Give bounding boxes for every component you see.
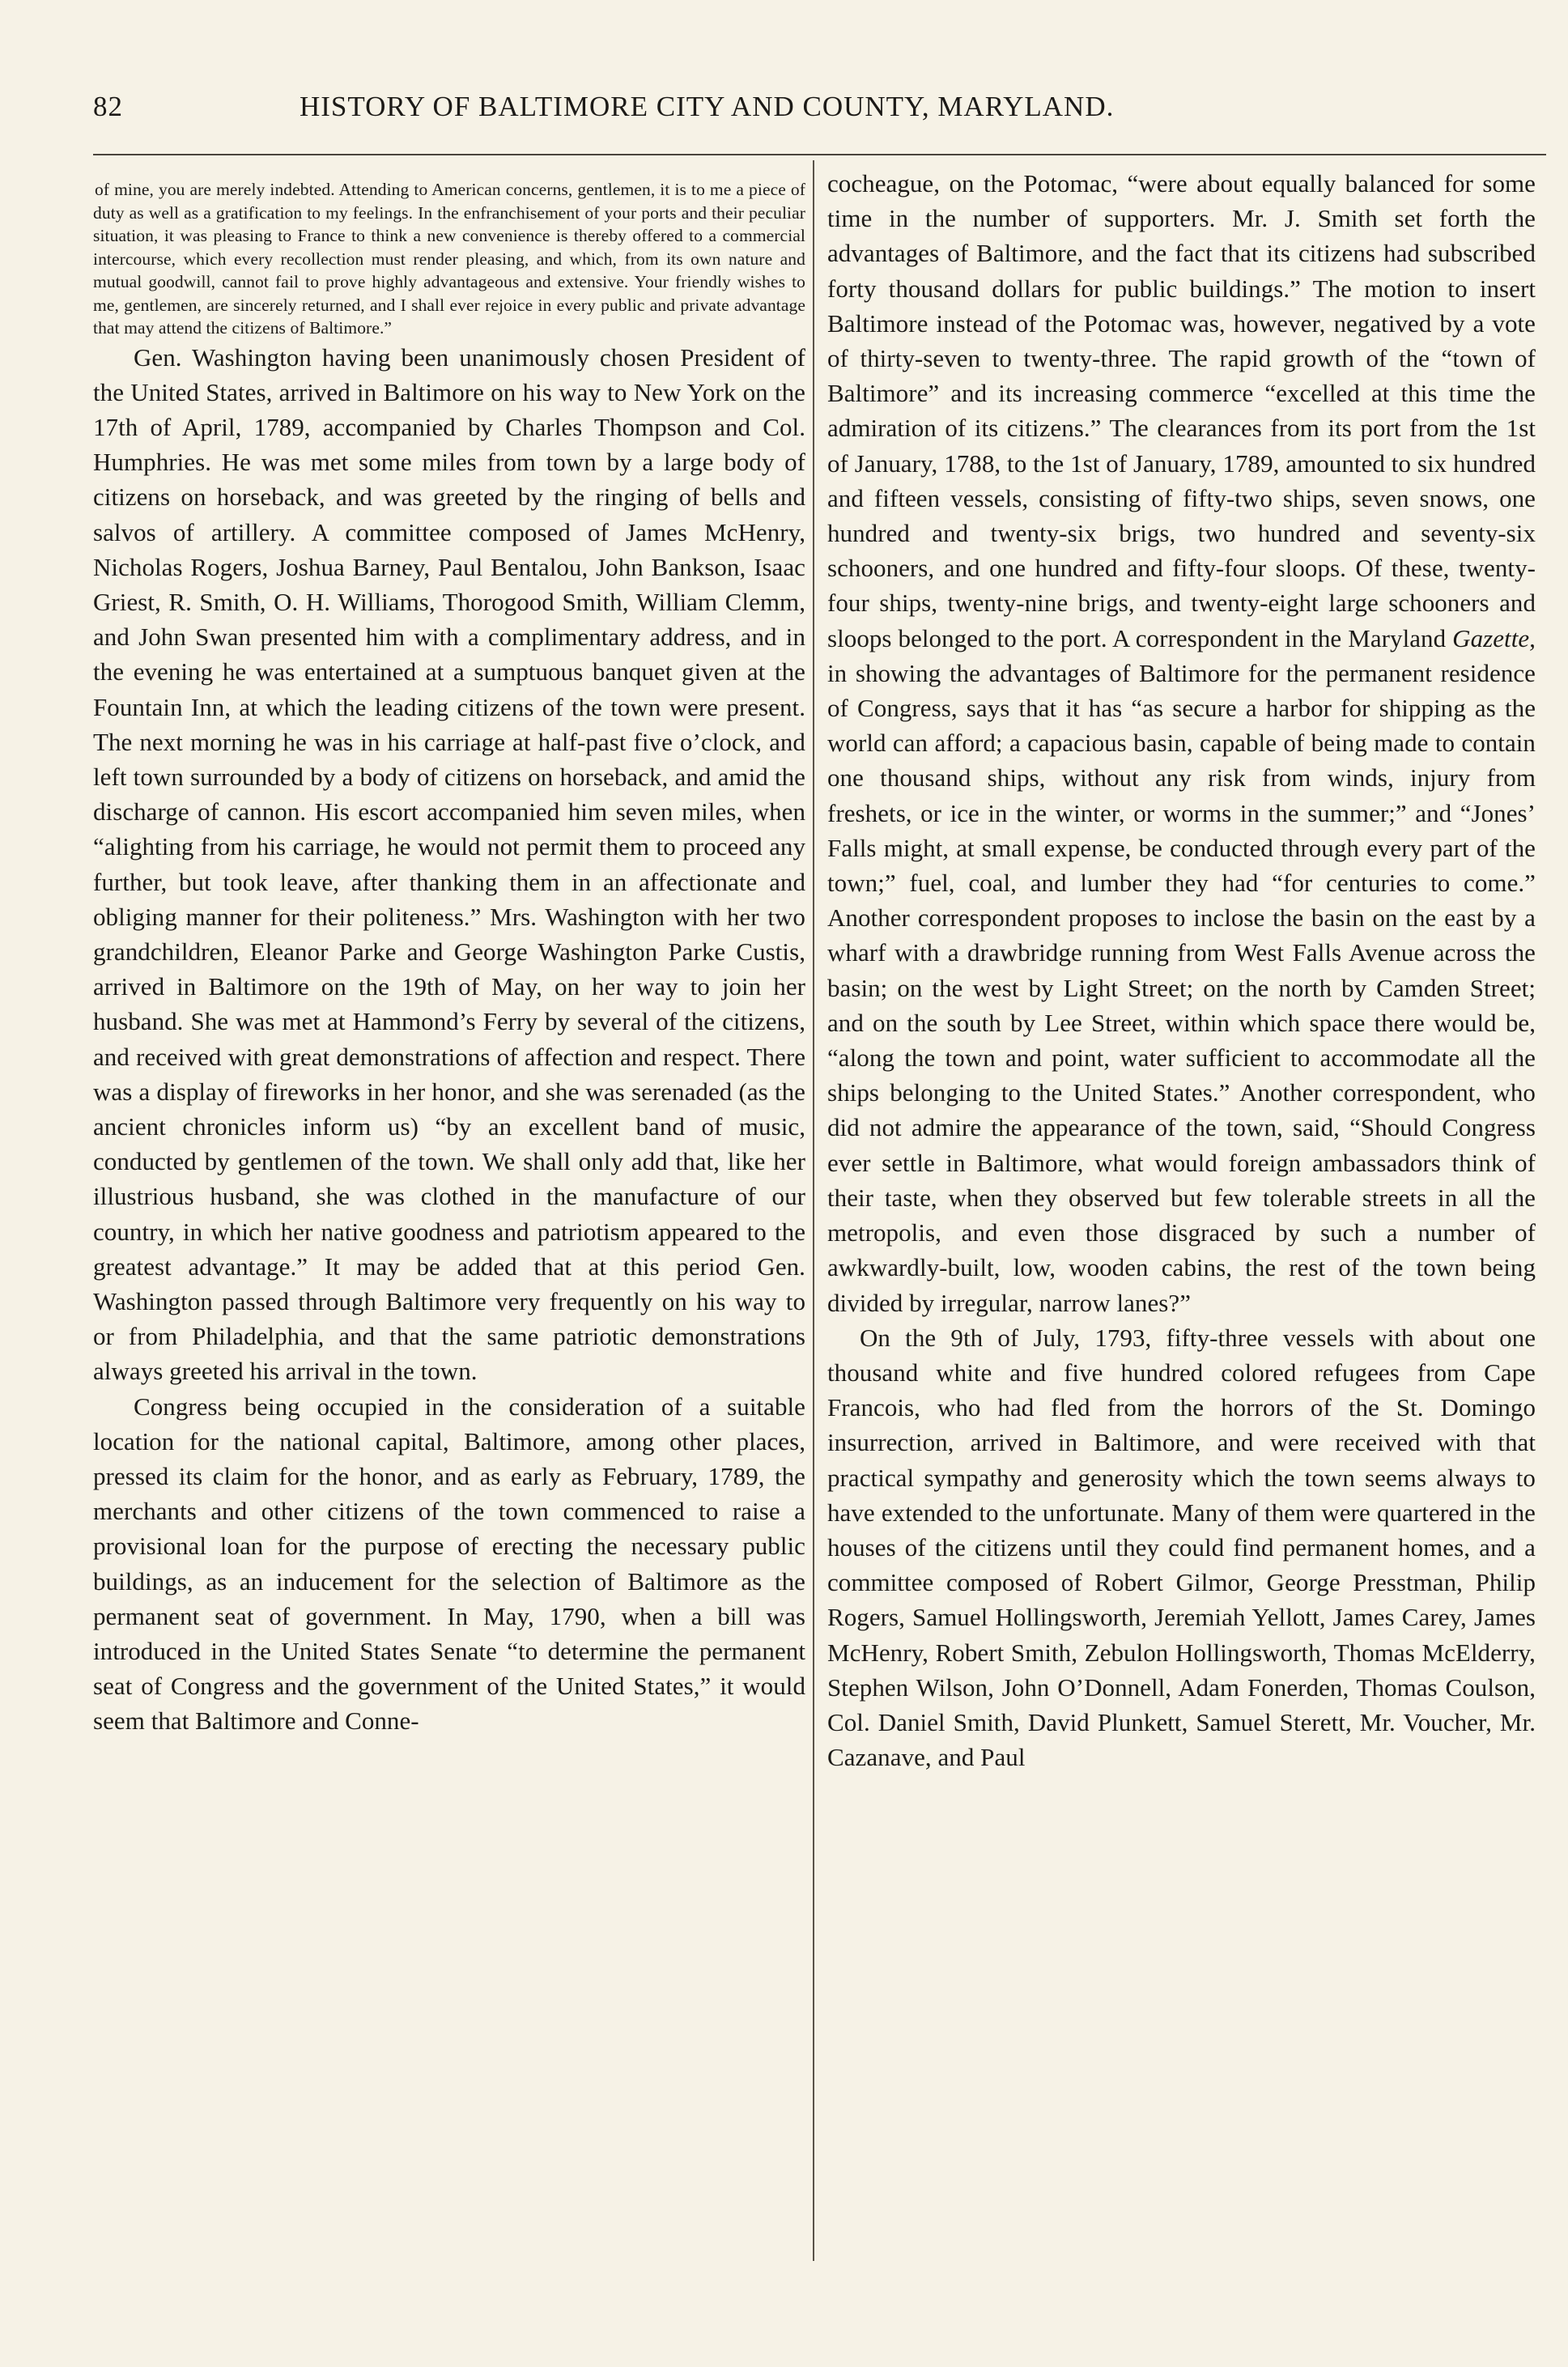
quoted-letter-end: of mine, you are merely indebted. Attending to American concerns, gentlemen, it is to me a piece of duty as well as a gratification to my feelings. In the enfranchisement of your ports and their peculiar situation, it was pleasing to France to think a new convenience is thereby offered to a commercial intercourse, which every recollection must render pleasing, and which, from its own nature and mutual goodwill, cannot fail to prove highly advantageous and extensive. Your friendly wishes to me, gentlemen, are sincerely returned, and I shall ever rejoice in every public and private advantage that may attend the citizens of Baltimore.”	[93, 180, 805, 338]
page-number: 82	[93, 91, 123, 122]
header-rule	[93, 154, 1546, 155]
paragraph-national-capital: Congress being occupied in the consideration of a suitable location for the national capital, Baltimore, among other places, pressed its claim for the honor, and as early as February, 1789, the merchants and other citizens of the town commenced to raise a provisional loan for the purpose of erecting the necessary public buildings, as an inducement for the selection of Baltimore as the permanent seat of government. In May, 1790, when a bill was introduced in the United States Senate “to determine the permanent seat of Congress and the government of the United States,” it would seem that Baltimore and Conne-	[93, 1392, 805, 1736]
column-divider	[813, 160, 814, 2261]
running-title: HISTORY OF BALTIMORE CITY AND COUNTY, MARYLAND.	[300, 91, 1115, 122]
paragraph-seat-text-a: cocheague, on the Potomac, “were about equally balanced for some time in the number of supporters. Mr. J. Smith set forth the advantages of Baltimore, and the fact that its citizens had subscribed forty thousand dollars for public buildings.” The motion to insert Baltimore instead of the Potomac was, however, negatived by a vote of thirty-seven to twenty-three. The rapid growth of the “town of Baltimore” and its increasing commerce “excelled at this time the admiration of its citizens.” The clearances from its port from the 1st of January, 1788, to the 1st of January, 1789, amounted to six hundred and fifteen vessels, consisting of fifty-two ships, seven snows, one hundred and twenty-six brigs, two hundred and seventy-six schooners, and one hundred and fifty-four sloops. Of these, twenty-four ships, twenty-nine brigs, and twenty-eight large schooners and sloops belonged to the port. A correspondent in the Maryland	[827, 169, 1536, 652]
paragraph-seat-of-congress	[827, 166, 1536, 1320]
right-column	[827, 166, 1536, 1774]
running-head	[93, 91, 1328, 131]
paragraph-washington-arrival: Gen. Washington having been unanimously chosen President of the United States, arrived in Baltimore on his way to New York on the 17th of April, 1789, accompanied by Charles Thompson and Col. Humphries. He was met some miles from town by a large body of citizens on horseback, and was greeted by the ringing of bells and salvos of artillery. A committee composed of James McHenry, Nicholas Rogers, Joshua Barney, Paul Bentalou, John Bankson, Isaac Griest, R. Smith, O. H. Williams, Thorogood Smith, William Clemm, and John Swan presented him with a complimentary address, and in the evening he was entertained at a sumptuous banquet given at the Fountain Inn, at which the leading citizens of the town were present. The next morning he was in his carriage at half-past five o’clock, and left town surrounded by a body of citizens on horseback, and amid the discharge of cannon. His escort accompanied him seven miles, when “alighting from his carriage, he would not permit them to proceed any further, but took leave, after thanking them in an affectionate and obliging manner for their politeness.” Mrs. Washington with her two grandchildren, Eleanor Parke and George Washington Parke Custis, arrived in Baltimore on the 19th of May, on her way to join her husband. She was met at Hammond’s Ferry by several of the citizens, and received with great demonstrations of affection and respect. There was a display of fireworks in her honor, and she was serenaded (as the ancient chronicles inform us) “by an excellent band of music, conducted by gentlemen of the town. We shall only add that, like her illustrious husband, she was clothed in the manufacture of our country, in which her native goodness and patriotism appeared to the greatest advantage.” It may be added that at this period Gen. Washington passed through Baltimore very frequently on his way to or from Philadelphia, and that the same patriotic demonstrations always greeted his arrival in the town.	[93, 342, 805, 1386]
paragraph-seat-text-b: in showing the advantages of Baltimore for the permanent residence of Congress, says that it has “as secure a harbor for shipping as the world can afford; a capacious basin, capable of being made to contain one thousand ships, without any risk from winds, injury from freshets, or ice in the winter, or worms in the summer;” and “Jones’ Falls might, at small expense, be conducted through every part of the town;” fuel, coal, and lumber they had “for centuries to come.” Another correspondent proposes to inclose the basin on the east by a wharf with a drawbridge running from West Falls Avenue across the basin; on the west by Light Street; on the north by Camden Street; and on the south by Lee Street, within which space there would be, “along the town and point, water sufficient to accommodate all the ships belonging to the United States.” Another correspondent, who did not admire the appearance of the town, said, “Should Congress ever settle in Baltimore, what would foreign ambassadors think of their taste, when they observed but few tolerable streets in all the metropolis, and even those disgraced by such a number of awkwardly-built, low, wooden cabins, the rest of the town being divided by irregular, narrow lanes?”	[827, 658, 1536, 1317]
paragraph-refugees: On the 9th of July, 1793, fifty-three vessels with about one thousand white and five hundred colored refugees from Cape Francois, who had fled from the horrors of the St. Domingo insurrection, arrived in Baltimore, and were received with that practical sympathy and generosity which the town seems always to have extended to the unfortunate. Many of them were quartered in the houses of the citizens until they could find permanent homes, and a committee composed of Robert Gilmor, George Presstman, Philip Rogers, Samuel Hollingsworth, Jeremiah Yellott, James Carey, James McHenry, Robert Smith, Zebulon Hollingsworth, Thomas McElderry, Stephen Wilson, John O’Donnell, Adam Fonerden, Thomas Coulson, Col. Daniel Smith, David Plunkett, Samuel Sterett, Mr. Voucher, Mr. Cazanave, and Paul	[827, 1323, 1536, 1772]
gazette-italic: Gazette,	[1452, 623, 1536, 652]
left-column	[93, 178, 805, 1739]
